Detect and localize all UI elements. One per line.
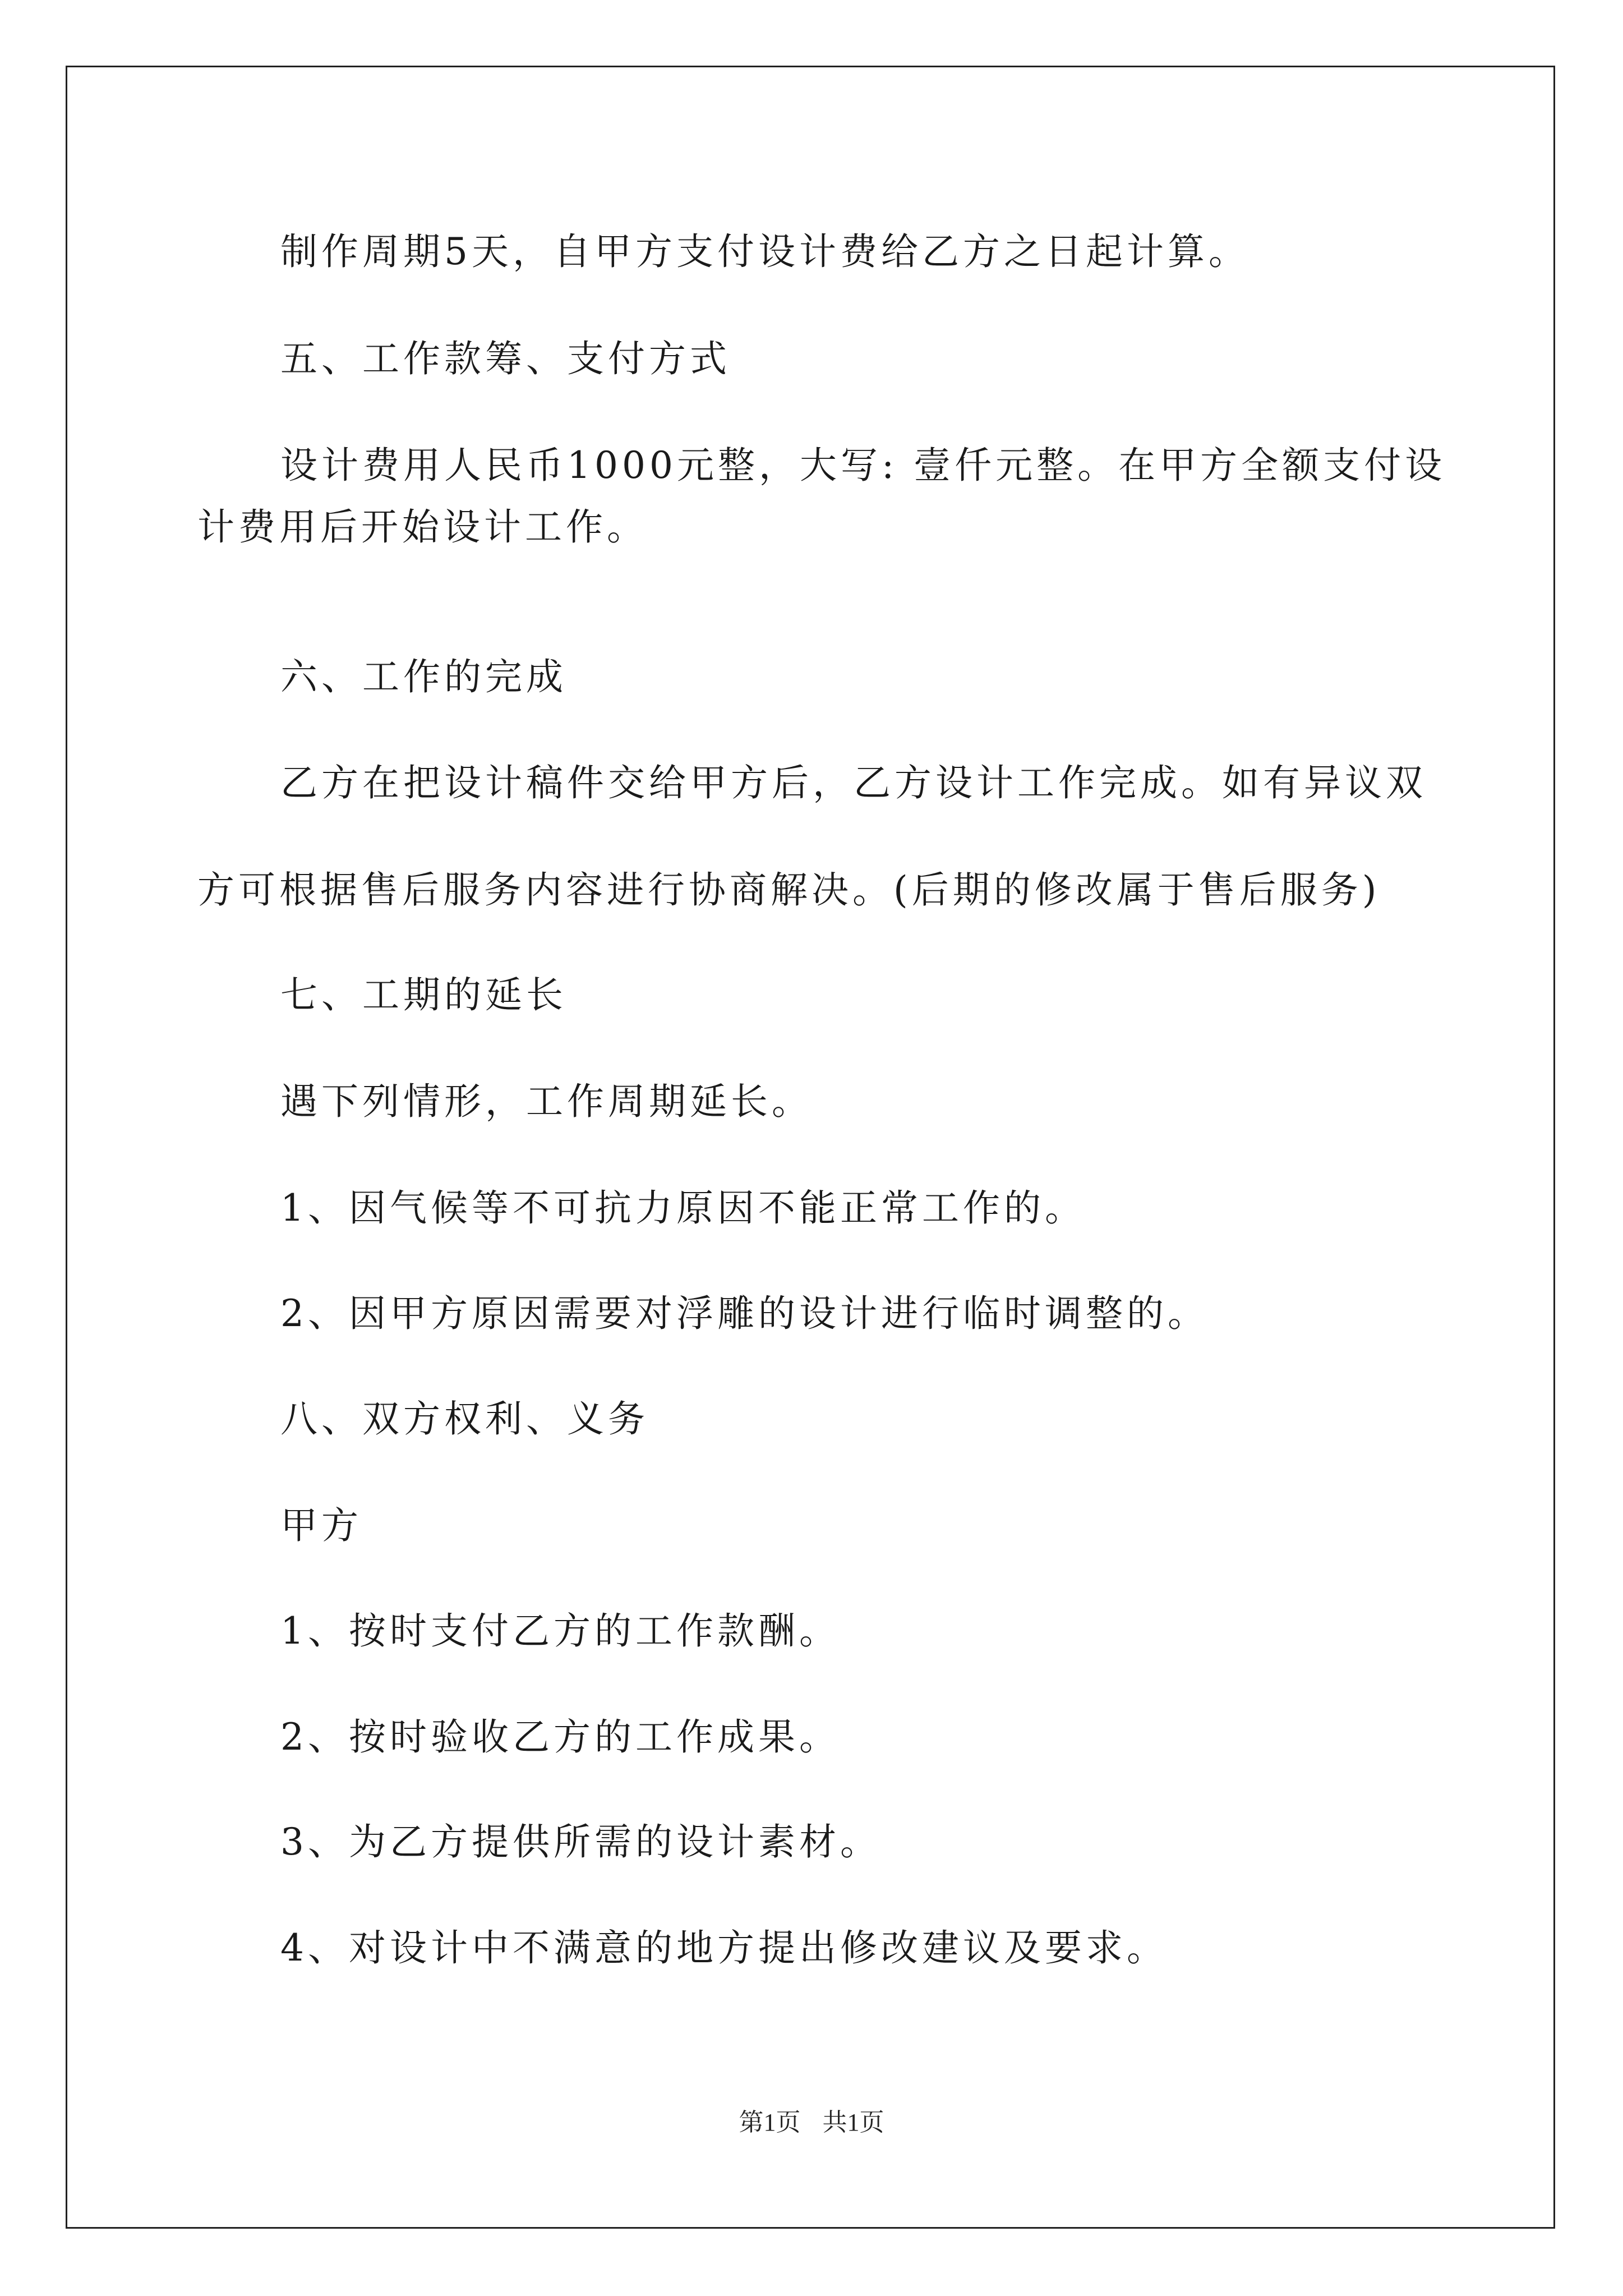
party-a-heading: 甲方 xyxy=(280,1504,362,1547)
section-heading-rights: 八、双方权利、义务 xyxy=(280,1397,649,1441)
list-item-extension-1: 1、因气候等不可抗力原因不能正常工作的。 xyxy=(280,1186,1086,1230)
paragraph-fee-line-2: 计费用后开始设计工作。 xyxy=(197,505,648,549)
page-border xyxy=(66,66,1555,2229)
section-heading-completion: 六、工作的完成 xyxy=(280,655,567,698)
section-heading-payment: 五、工作款筹、支付方式 xyxy=(280,337,731,380)
paragraph-extension-intro: 遇下列情形，工作周期延长。 xyxy=(280,1080,813,1123)
list-item-party-a-3: 3、为乙方提供所需的设计素材。 xyxy=(280,1820,881,1864)
page-total: 共1页 xyxy=(822,2109,884,2136)
paragraph-completion-line-2: 方可根据售后服务内容进行协商解决。(后期的修改属于售后服务) xyxy=(197,868,1381,912)
paragraph-fee-line-1: 设计费用人民币1000元整，大写: 壹仟元整。在甲方全额支付设 xyxy=(280,444,1446,487)
page-footer xyxy=(0,2107,1623,2138)
page-number: 第1页 xyxy=(739,2109,801,2136)
list-item-party-a-1: 1、按时支付乙方的工作款酬。 xyxy=(280,1609,840,1653)
list-item-party-a-2: 2、按时验收乙方的工作成果。 xyxy=(280,1715,840,1759)
paragraph-schedule: 制作周期5天，自甲方支付设计费给乙方之日起计算。 xyxy=(280,230,1249,273)
section-heading-extension: 七、工期的延长 xyxy=(280,973,567,1016)
list-item-extension-2: 2、因甲方原因需要对浮雕的设计进行临时调整的。 xyxy=(280,1292,1209,1335)
paragraph-completion-line-1: 乙方在把设计稿件交给甲方后，乙方设计工作完成。如有异议双 xyxy=(280,761,1427,804)
list-item-party-a-4: 4、对设计中不满意的地方提出修改建议及要求。 xyxy=(280,1926,1168,1970)
